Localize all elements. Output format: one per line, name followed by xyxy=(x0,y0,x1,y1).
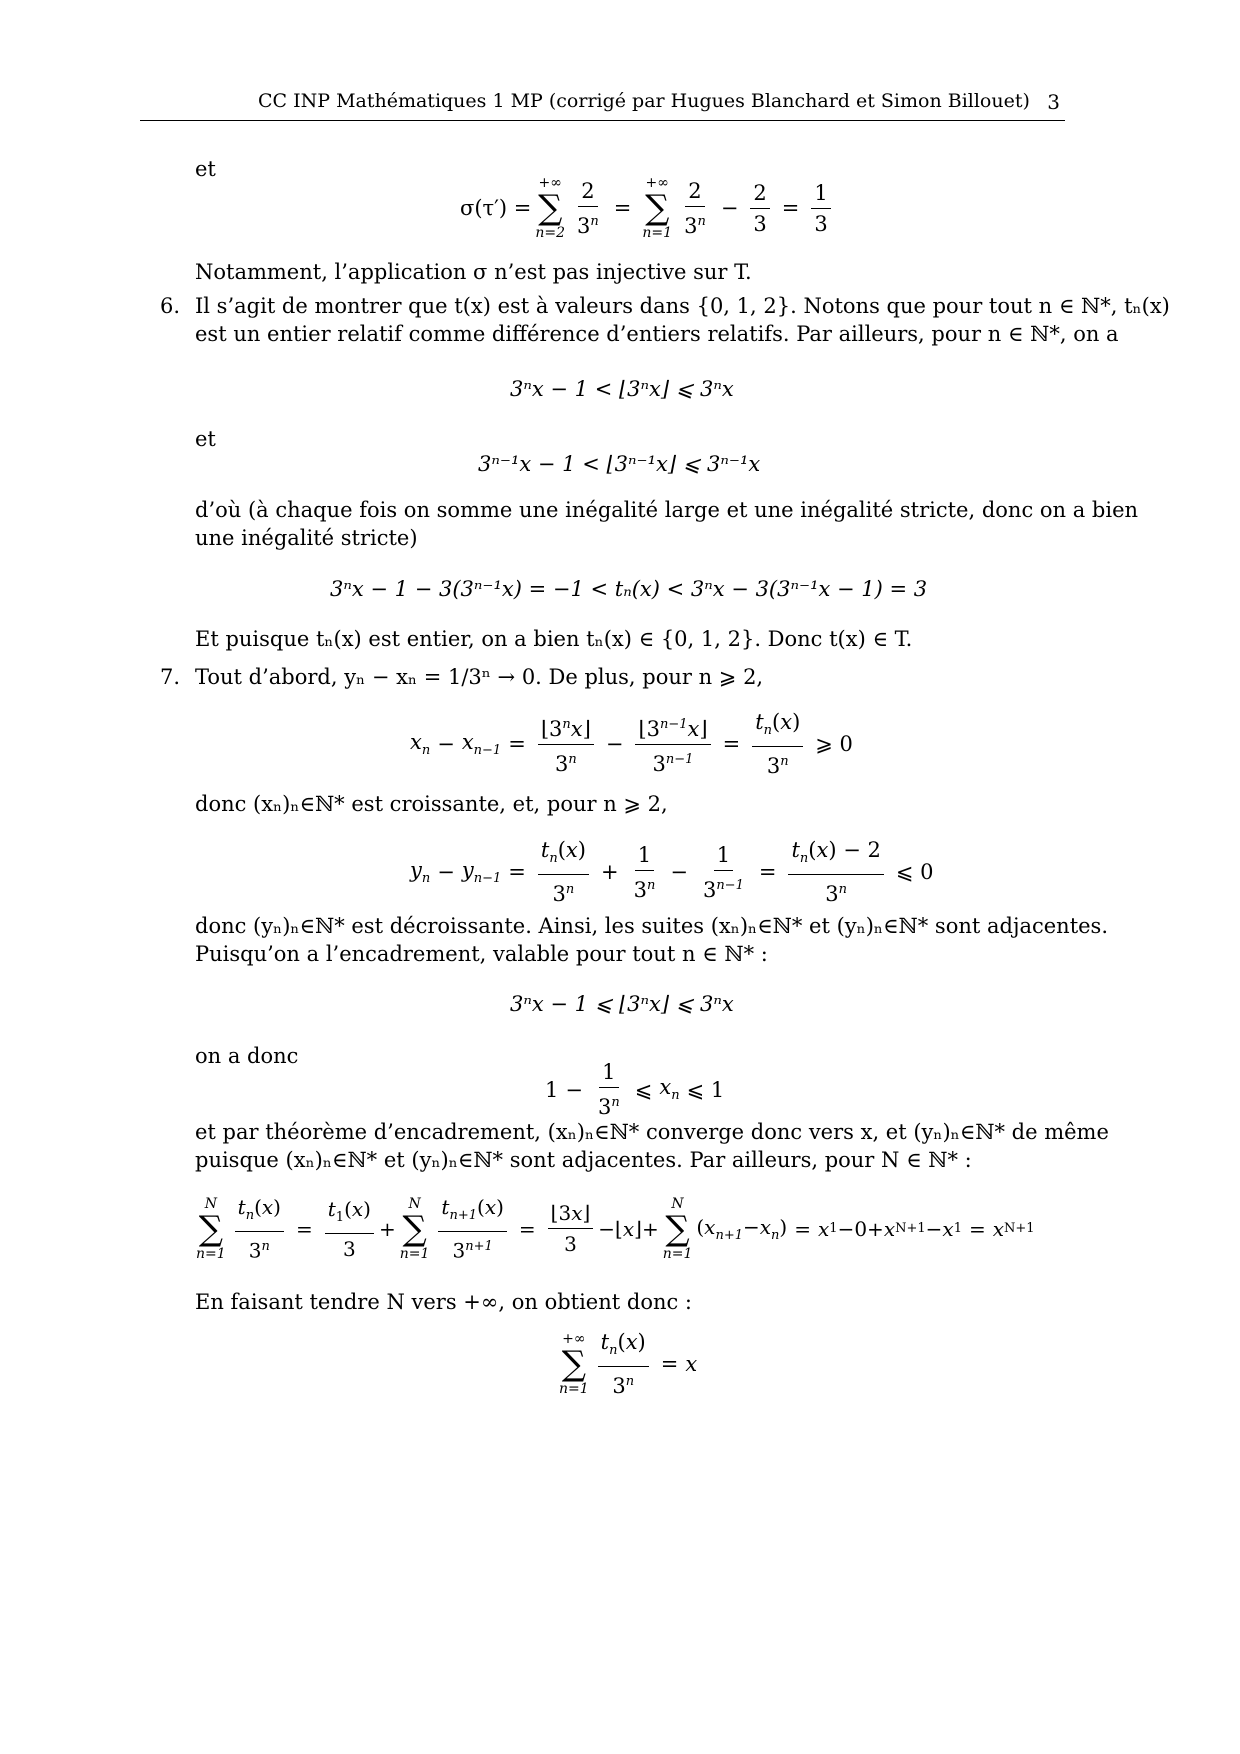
equation-telescoping-sum: N ∑ n=1 $\frac{t_n(x)}{3^n}$ = $\frac{t_1(x)}{3}$ + N ∑ n=1 $\frac{t_{n+1}(x)}{3^{n+1}}$ = $\frac{⌊3x⌋}{3}$ −⌊x⌋+ N ∑ n=1 $(x_{n+1}-x_n)$ = x 1 −0+ x N+1 − x 1 = x N+1 xyxy=(196,1195,1035,1263)
text-on-a-donc: on a donc xyxy=(195,1044,299,1068)
text-donc-yn-line1: donc (yₙ)ₙ∈ℕ* est décroissante. Ainsi, les suites (xₙ)ₙ∈ℕ* et (yₙ)ₙ∈ℕ* sont adjacentes. xyxy=(195,914,1109,938)
sum-symbol: N ∑ n=1 xyxy=(399,1195,430,1262)
text-theoreme-line1: et par théorème d’encadrement, (xₙ)ₙ∈ℕ* converge donc vers x, et (yₙ)ₙ∈ℕ* de même xyxy=(195,1120,1109,1144)
text-puisque: Et puisque tₙ(x) est entier, on a bien tₙ(x) ∈ {0, 1, 2}. Donc t(x) ∈ T. xyxy=(195,627,913,651)
text-donc-yn-line2: Puisqu’on a l’encadrement, valable pour tout n ∈ ℕ* : xyxy=(195,942,768,966)
text-dou-line2: une inégalité stricte) xyxy=(195,526,418,550)
item7-line1: Tout d’abord, yₙ − xₙ = 1/3ⁿ → 0. De plus, pour n ⩾ 2, xyxy=(195,665,764,689)
equation-encadrement: 3ⁿx − 1 ⩽ ⌊3ⁿx⌋ ⩽ 3ⁿx xyxy=(510,992,734,1016)
item-number-6: 6. xyxy=(159,294,180,318)
text-donc-xn: donc (xₙ)ₙ∈ℕ* est croissante, et, pour n ⩾ 2, xyxy=(195,792,668,816)
equation-final-sum: +∞ ∑ n=1 $\frac{t_n(x)}{3^n}$ = x xyxy=(559,1330,698,1399)
equation-sigma-tau: σ(τ′) = +∞ ∑ n=2 $\frac{2}{3^n}$ = +∞ ∑ n=1 $\frac{2}{3^n}$ − $\frac{2}{3}$ = $\frac{1}{3}$ xyxy=(460,175,836,241)
equation-sigma-tau-lhs: σ(τ′) = xyxy=(460,196,532,220)
equation-tn-bounds: 3ⁿx − 1 − 3(3ⁿ⁻¹x) = −1 < tₙ(x) < 3ⁿx − 3(3ⁿ⁻¹x − 1) = 3 xyxy=(330,577,928,601)
equation-yn-difference: $y_n$ − $y_{n-1}$ = $\frac{t_n(x)}{3^n}$ + $\frac{1}{3^n}$ − $\frac{1}{3^{n-1}}$ = $\frac{t_n(x) - 2}{3^n}$ ⩽ 0 xyxy=(410,838,934,907)
equation-floor-3n-1x: 3ⁿ⁻¹x − 1 < ⌊3ⁿ⁻¹x⌋ ⩽ 3ⁿ⁻¹x xyxy=(478,452,761,476)
equation-floor-3nx: 3ⁿx − 1 < ⌊3ⁿx⌋ ⩽ 3ⁿx xyxy=(510,377,734,401)
text-et-2: et xyxy=(195,427,216,451)
item6-line2: est un entier relatif comme différence d’entiers relatifs. Par ailleurs, pour n ∈ ℕ*, on a xyxy=(195,322,1119,346)
equation-xn-bound: 1 − $\frac{1}{3^n}$ ⩽ $x_n$ ⩽ 1 xyxy=(545,1060,725,1119)
sum-symbol: +∞ ∑ n=1 xyxy=(559,1331,589,1398)
sum-symbol: N ∑ n=1 xyxy=(662,1195,693,1262)
text-theoreme-line2: puisque (xₙ)ₙ∈ℕ* et (yₙ)ₙ∈ℕ* sont adjacentes. Par ailleurs, pour N ∈ ℕ* : xyxy=(195,1148,972,1172)
sum-symbol: +∞ ∑ n=2 xyxy=(535,175,566,241)
text-et: et xyxy=(195,157,216,181)
page-header xyxy=(140,90,1065,121)
sum-symbol: N ∑ n=1 xyxy=(196,1195,226,1262)
page-number: 3 xyxy=(1047,90,1060,114)
item-number-7: 7. xyxy=(159,665,180,689)
sum-symbol: +∞ ∑ n=1 xyxy=(642,175,673,241)
text-dou-line1: d’où (à chaque fois on somme une inégalité large et une inégalité stricte, donc on a bien xyxy=(195,498,1139,522)
equation-xn-difference: $x_n$ − $x_{n-1}$ = $\frac{⌊3^nx⌋}{3^n}$ − $\frac{⌊3^{n-1}x⌋}{3^{n-1}}$ = $\frac{t_n(x)}{3^n}$ ⩾ 0 xyxy=(410,710,853,779)
text-tendre: En faisant tendre N vers +∞, on obtient donc : xyxy=(195,1290,692,1314)
item6-line1: Il s’agit de montrer que t(x) est à valeurs dans {0, 1, 2}. Notons que pour tout n ∈ ℕ*, tₙ(x) xyxy=(195,294,1170,318)
text-notamment: Notamment, l’application σ n’est pas injective sur T. xyxy=(195,260,752,284)
header-title: CC INP Mathématiques 1 MP (corrigé par Hugues Blanchard et Simon Billouet) xyxy=(258,90,1030,112)
